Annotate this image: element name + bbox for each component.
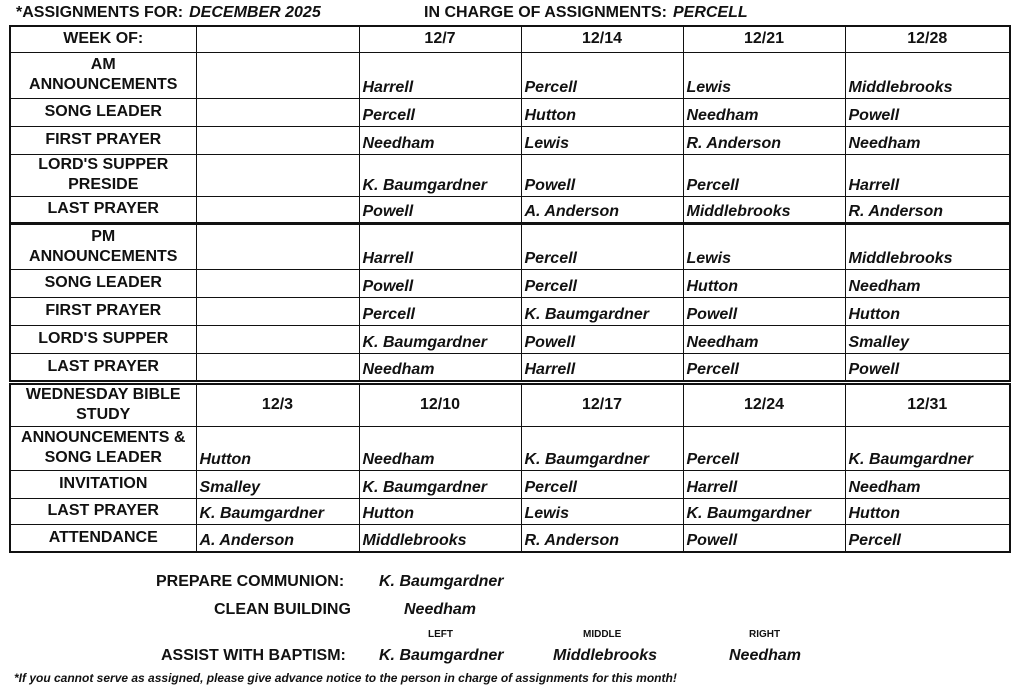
assignment-name: Powell: [845, 353, 1010, 381]
assist-baptism-label: ASSIST WITH BAPTISM:: [161, 647, 346, 664]
row-label: INVITATION: [10, 470, 196, 498]
assignment-name: Powell: [845, 98, 1010, 126]
assignment-name: Middlebrooks: [683, 196, 845, 223]
week-date-header: 12/7: [359, 26, 521, 52]
assignments-for-label: *ASSIGNMENTS FOR:: [16, 4, 184, 21]
baptism-right-name: Needham: [729, 647, 802, 664]
assignment-name: Powell: [683, 524, 845, 552]
table-row: [10, 384, 1010, 426]
wednesday-bible-study-label: WEDNESDAY BIBLE STUDY: [10, 384, 196, 426]
table-row: [10, 325, 1010, 353]
assignment-name: K. Baumgardner: [359, 325, 521, 353]
empty-cell: [196, 325, 359, 353]
assignment-name: A. Anderson: [196, 524, 359, 552]
row-label: LORD'S SUPPER PRESIDE: [10, 154, 196, 196]
table-row: [10, 126, 1010, 154]
empty-cell: [196, 353, 359, 381]
assignment-name: K. Baumgardner: [845, 426, 1010, 470]
assignment-name: Harrell: [521, 353, 683, 381]
assignment-name: Percell: [521, 470, 683, 498]
assignment-name: K. Baumgardner: [359, 154, 521, 196]
in-charge-label: IN CHARGE OF ASSIGNMENTS:: [424, 4, 667, 21]
assignment-name: Percell: [359, 297, 521, 325]
in-charge-name: PERCELL: [672, 4, 748, 21]
table-row: [10, 196, 1010, 223]
assignment-name: Percell: [845, 524, 1010, 552]
table-row: [10, 98, 1010, 126]
advance-notice-note: *If you cannot serve as assigned, please give advance notice to the person in charge of assignments for this month!: [14, 671, 677, 685]
prepare-communion-label: PREPARE COMMUNION:: [156, 573, 345, 590]
assignment-name: Needham: [845, 269, 1010, 297]
wednesday-date-header: 12/24: [683, 384, 845, 426]
prepare-communion-name: K. Baumgardner: [379, 573, 504, 590]
row-label: LAST PRAYER: [10, 498, 196, 524]
assignment-name: Lewis: [683, 52, 845, 98]
assignment-name: Harrell: [683, 470, 845, 498]
wednesday-date-header: 12/31: [845, 384, 1010, 426]
row-label: ATTENDANCE: [10, 524, 196, 552]
assignment-name: Harrell: [845, 154, 1010, 196]
assignment-name: Harrell: [359, 223, 521, 269]
empty-cell: [196, 297, 359, 325]
assignment-name: Hutton: [359, 498, 521, 524]
table-row: [10, 154, 1010, 196]
wednesday-assignments-table: [9, 383, 1011, 553]
empty-cell: [196, 223, 359, 269]
assignment-name: Percell: [683, 426, 845, 470]
assignment-name: Harrell: [359, 52, 521, 98]
assignment-name: Hutton: [196, 426, 359, 470]
row-label: LORD'S SUPPER: [10, 325, 196, 353]
assignment-name: Percell: [359, 98, 521, 126]
row-label: AM ANNOUNCEMENTS: [10, 52, 196, 98]
assignment-name: Hutton: [521, 98, 683, 126]
assignment-name: Needham: [845, 126, 1010, 154]
assignment-name: Needham: [359, 126, 521, 154]
assignment-name: Powell: [521, 325, 683, 353]
assignment-name: Needham: [683, 325, 845, 353]
assignment-name: Percell: [683, 154, 845, 196]
week-date-header: 12/28: [845, 26, 1010, 52]
assignment-name: Hutton: [845, 498, 1010, 524]
assignment-name: Smalley: [845, 325, 1010, 353]
table-row: [10, 269, 1010, 297]
table-row: [10, 470, 1010, 498]
assignment-name: K. Baumgardner: [521, 426, 683, 470]
row-label: LAST PRAYER: [10, 196, 196, 223]
assignment-name: K. Baumgardner: [683, 498, 845, 524]
assignment-name: Percell: [683, 353, 845, 381]
empty-cell: [196, 126, 359, 154]
baptism-middle-label: MIDDLE: [583, 629, 622, 640]
assignment-name: Smalley: [196, 470, 359, 498]
assignment-name: Lewis: [521, 498, 683, 524]
table-row: [10, 26, 1010, 52]
sunday-assignments-table: [9, 25, 1011, 382]
assignment-name: Percell: [521, 269, 683, 297]
assignment-name: K. Baumgardner: [521, 297, 683, 325]
wednesday-date-header: 12/10: [359, 384, 521, 426]
assignment-name: Middlebrooks: [359, 524, 521, 552]
row-label: FIRST PRAYER: [10, 297, 196, 325]
baptism-middle-name: Middlebrooks: [553, 647, 658, 664]
assignment-name: Hutton: [683, 269, 845, 297]
table-row: [10, 353, 1010, 381]
clean-building-name: Needham: [404, 601, 477, 618]
assignment-name: K. Baumgardner: [196, 498, 359, 524]
empty-cell: [196, 154, 359, 196]
assignment-name: R. Anderson: [845, 196, 1010, 223]
assignment-name: Needham: [683, 98, 845, 126]
assignment-name: Powell: [359, 196, 521, 223]
table-row: [10, 297, 1010, 325]
row-label: SONG LEADER: [10, 269, 196, 297]
table-row: [10, 426, 1010, 470]
row-label: PM ANNOUNCEMENTS: [10, 223, 196, 269]
assignment-name: K. Baumgardner: [359, 470, 521, 498]
empty-cell: [196, 98, 359, 126]
row-label: ANNOUNCEMENTS & SONG LEADER: [10, 426, 196, 470]
assignment-name: Powell: [521, 154, 683, 196]
assignments-for-header: [16, 4, 321, 22]
assignment-name: Needham: [359, 353, 521, 381]
assignment-name: Middlebrooks: [845, 223, 1010, 269]
baptism-left-name: K. Baumgardner: [379, 647, 504, 664]
empty-cell: [196, 196, 359, 223]
assignment-name: Lewis: [683, 223, 845, 269]
week-date-header: 12/21: [683, 26, 845, 52]
assignment-name: A. Anderson: [521, 196, 683, 223]
assignments-month: DECEMBER 2025: [189, 4, 321, 21]
clean-building-label: CLEAN BUILDING: [214, 601, 351, 618]
assignment-name: Needham: [359, 426, 521, 470]
empty-cell: [196, 52, 359, 98]
wednesday-date-header: 12/17: [521, 384, 683, 426]
in-charge-header: [424, 4, 748, 22]
week-date-header: 12/14: [521, 26, 683, 52]
wednesday-date-header: 12/3: [196, 384, 359, 426]
assignment-name: Middlebrooks: [845, 52, 1010, 98]
row-label: FIRST PRAYER: [10, 126, 196, 154]
assignment-name: Lewis: [521, 126, 683, 154]
week-of-label: WEEK OF:: [10, 26, 196, 52]
assignment-name: R. Anderson: [683, 126, 845, 154]
assignment-name: Hutton: [845, 297, 1010, 325]
empty-cell: [196, 26, 359, 52]
table-row: [10, 498, 1010, 524]
table-row: [10, 524, 1010, 552]
assignment-name: Powell: [683, 297, 845, 325]
baptism-left-label: LEFT: [428, 629, 453, 640]
baptism-right-label: RIGHT: [749, 629, 781, 640]
row-label: SONG LEADER: [10, 98, 196, 126]
empty-cell: [196, 269, 359, 297]
table-row: [10, 223, 1010, 269]
table-row: [10, 52, 1010, 98]
assignment-name: Powell: [359, 269, 521, 297]
assignment-name: Needham: [845, 470, 1010, 498]
assignment-name: R. Anderson: [521, 524, 683, 552]
assignment-name: Percell: [521, 223, 683, 269]
assignment-name: Percell: [521, 52, 683, 98]
row-label: LAST PRAYER: [10, 353, 196, 381]
